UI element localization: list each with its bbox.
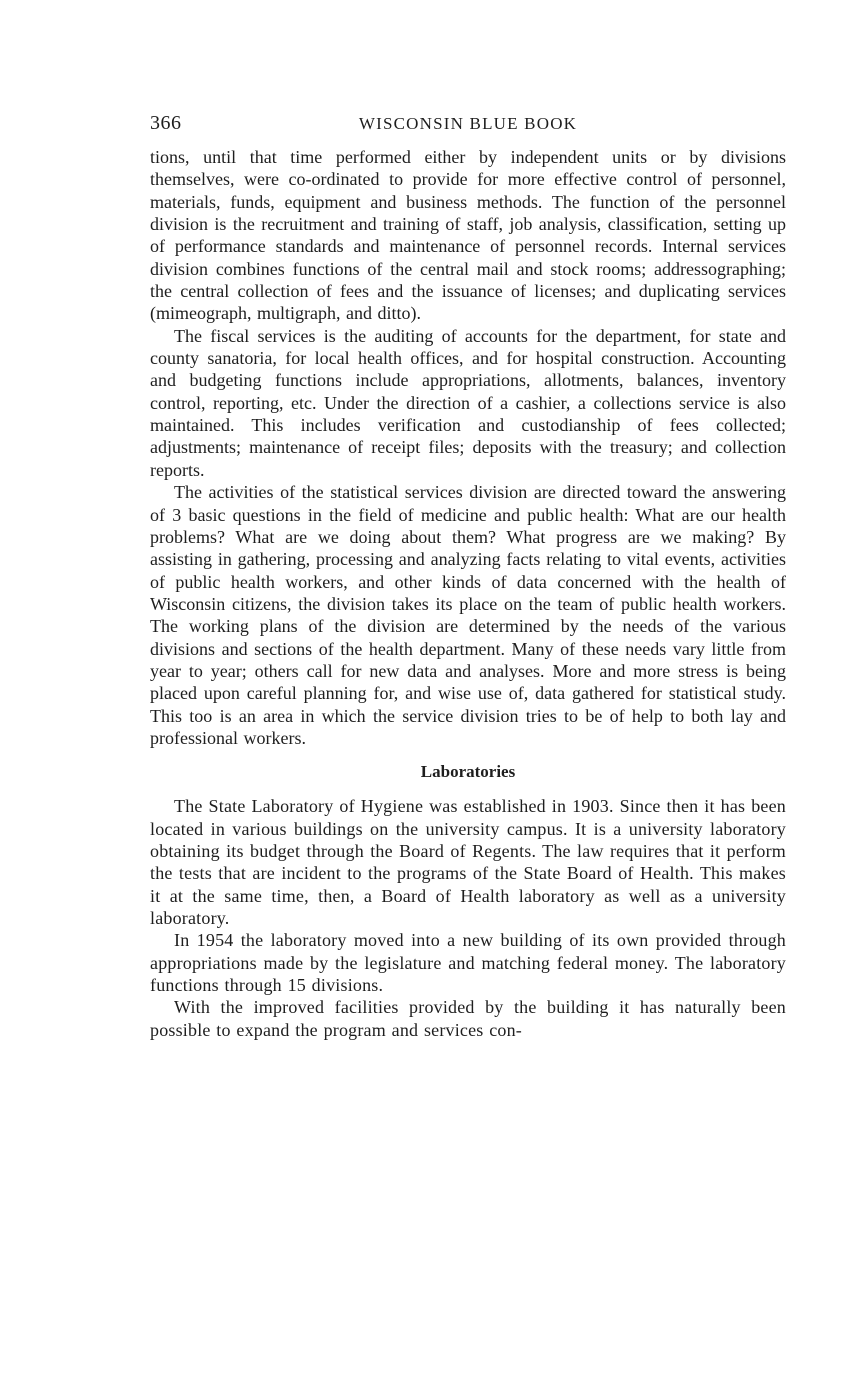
paragraph-fiscal-services: The fiscal services is the auditing of accounts for the department, for state and county sanatoria, for local health offices, and for hospital construction. Accounting and budgeting functions include appropriations, allotments, balances, inventory control, reporting, etc. Under the direction of a cashier, a collections service is also maintained. This includes verification and custodianship of fees collected; adjustments; maintenance of receipt files; deposits with the treasury; and collection reports. [150, 325, 786, 480]
paragraph-statistical-services: The activities of the statistical services division are directed toward the answering of 3 basic questions in the field of medicine and public health: What are our health problems? What are we doing about them? What progress are we making? By assisting in gathering, processing and analyzing facts relating to vital events, activities of public health workers, and other kinds of data concerned with the health of Wisconsin citizens, the division takes its place on the team of public health workers. The working plans of the division are determined by the needs of the various divisions and sections of the health department. Many of these needs vary little from year to year; others call for new data and analyses. More and more stress is being placed upon careful planning for, and wise use of, data gathered for statistical study. This too is an area in which the service division tries to be of help to both lay and professional workers. [150, 482, 786, 748]
running-title: WISCONSIN BLUE BOOK [358, 114, 578, 133]
section-heading-laboratories: Laboratories [420, 762, 516, 782]
page-header [150, 112, 786, 146]
paragraph-lab-facilities: With the improved facilities provided by the building it has naturally been possible to expand the program and services con- [150, 997, 786, 1040]
main-text [150, 146, 786, 749]
paragraph-lab-building: In 1954 the laboratory moved into a new building of its own provided through appropriations made by the legislature and matching federal money. The laboratory functions through 15 divisions. [150, 930, 786, 996]
laboratories-text [150, 795, 786, 1041]
paragraph-continued: tions, until that time performed either by independent units or by divisions themselves, were co-ordinated to provide for more effective control of personnel, materials, funds, equipment and business methods. The function of the personnel division is the recruitment and training of staff, job analysis, classification, setting up of performance standards and maintenance of personnel records. Internal services division combines functions of the central mail and stock rooms; addressographing; the central collection of fees and the issuance of licenses; and duplicating services (mimeograph, multigraph, and ditto). [150, 147, 786, 324]
page-number: 366 [150, 112, 182, 134]
paragraph-lab-history: The State Laboratory of Hygiene was established in 1903. Since then it has been located in various buildings on the university campus. It is a university laboratory obtaining its budget through the Board of Regents. The law requires that it perform the tests that are incident to the programs of the State Board of Health. This makes it at the same time, then, a Board of Health laboratory as well as a university laboratory. [150, 796, 786, 928]
page [150, 112, 786, 1041]
